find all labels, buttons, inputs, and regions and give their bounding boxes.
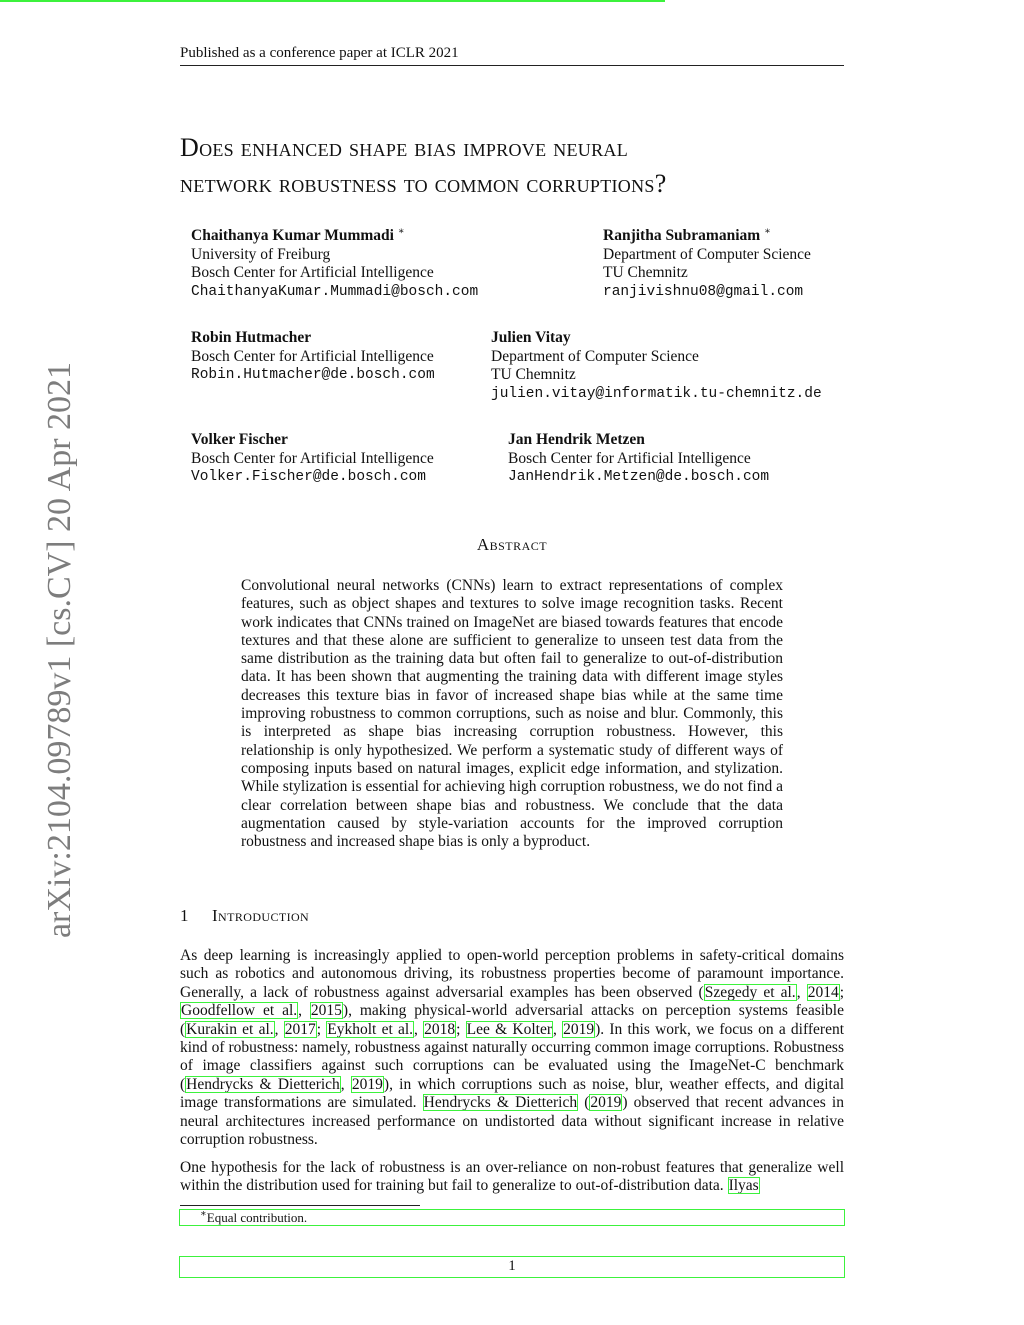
footnote[interactable] [179, 1209, 845, 1226]
paragraph-text: , [796, 983, 807, 1001]
citation-link[interactable]: Szegedy et al. [704, 983, 796, 1001]
citation-link[interactable]: 2014 [807, 983, 839, 1001]
citation-link[interactable]: Goodfellow et al. [181, 1002, 298, 1020]
author-name: Ranjitha Subramaniam [603, 227, 761, 244]
section-title: Introduction [212, 906, 310, 925]
author-email[interactable]: ChaithanyaKumar.Mummadi@bosch.com [191, 283, 479, 300]
equal-contribution-mark: ∗ [764, 225, 771, 237]
author-name: Volker Fischer [191, 431, 288, 448]
author-name: Chaithanya Kumar Mummadi [191, 227, 394, 244]
author-name: Jan Hendrik Metzen [508, 431, 645, 448]
footnote-text: Equal contribution. [206, 1210, 308, 1225]
paragraph-text: , [414, 1020, 424, 1038]
author-name: Julien Vitay [491, 329, 571, 346]
author-block-metzen [508, 431, 769, 487]
paragraph-text: , [553, 1020, 563, 1038]
paragraph-text: ; [839, 983, 844, 1001]
header-rule [180, 65, 844, 66]
paragraph-text: ). In this work, we focus on a different kind of robustness: namely, robustness against naturally occurring common image corruptions. Robustness of image classifiers against such corruptions can be evaluated using the ImageNet-C benchmark ( [180, 1020, 845, 1093]
citation-link[interactable]: 2017 [284, 1020, 316, 1038]
citation-link[interactable]: Hendrycks & Dietterich [186, 1075, 340, 1093]
author-affiliation: University of Freiburg [191, 245, 331, 263]
citation-link[interactable]: 2019 [563, 1020, 595, 1038]
paragraph-text: ; [456, 1020, 466, 1038]
paper-title [180, 130, 880, 202]
top-link-border [0, 0, 665, 2]
paragraph-text: ) observed that recent advances in neural architectures increased performance on undistorted data without significant increase in relative corruption robustness. [180, 1094, 844, 1149]
footnote-mark: ∗ [200, 1208, 207, 1220]
intro-paragraph-2 [180, 1159, 844, 1196]
author-affiliation: Bosch Center for Artificial Intelligence [191, 264, 434, 281]
author-block-subramaniam [603, 227, 811, 301]
author-affiliation: Bosch Center for Artificial Intelligence [191, 347, 434, 365]
citation-link[interactable]: 2019 [351, 1075, 383, 1093]
paragraph-text: One hypothesis for the lack of robustness is an over-reliance on non-robust features that generalize well within the distribution used for training but fail to generalize to out-of-distribution data. [180, 1159, 844, 1195]
author-affiliation: Bosch Center for Artificial Intelligence [191, 449, 434, 467]
citation-link[interactable]: Hendrycks & Dietterich [423, 1094, 578, 1112]
citation-link[interactable]: 2018 [424, 1020, 456, 1038]
page-number[interactable]: 1 [179, 1256, 845, 1278]
equal-contribution-mark: ∗ [397, 225, 405, 237]
author-affiliation: TU Chemnitz [491, 366, 576, 383]
author-affiliation: Department of Computer Science [491, 347, 699, 365]
paragraph-text: , [274, 1020, 284, 1038]
section-heading-introduction [180, 906, 309, 926]
paragraph-text: , [340, 1075, 351, 1093]
author-email[interactable]: Volker.Fischer@de.bosch.com [191, 469, 426, 485]
section-number: 1 [180, 906, 189, 925]
citation-link[interactable]: Kurakin et al. [186, 1020, 274, 1038]
author-email[interactable]: julien.vitay@informatik.tu-chemnitz.de [491, 385, 822, 402]
intro-paragraph-1 [180, 947, 844, 1149]
paragraph-text: , [298, 1002, 310, 1020]
citation-link[interactable]: 2015 [310, 1002, 342, 1020]
paragraph-text: ; [316, 1020, 327, 1038]
author-affiliation: Department of Computer Science [603, 245, 811, 263]
author-name: Robin Hutmacher [191, 329, 312, 346]
abstract-heading: Abstract [476, 535, 548, 554]
footnote-rule [180, 1205, 420, 1206]
paragraph-text: ( [578, 1094, 590, 1112]
running-header: Published as a conference paper at ICLR 2021 [180, 45, 459, 61]
author-block-vitay [491, 329, 822, 403]
title-line-1: Does enhanced shape bias improve neural [180, 133, 628, 162]
citation-link[interactable]: Ilyas [728, 1177, 759, 1195]
paragraph-text: ), making physical-world adversarial attacks on perception systems feasible ( [180, 1002, 844, 1038]
author-email[interactable]: Robin.Hutmacher@de.bosch.com [191, 367, 435, 383]
abstract-text: Convolutional neural networks (CNNs) learn to extract representations of complex features, such as object shapes and textures to solve image recognition tasks. Recent work indicates that CNNs trained on ImageNet are biased towards features that encode textures and that these alone are sufficient to generalize to unseen test data from the same distribution as the training data but often fail to generalize to out-of-distribution data. It has been shown that augmenting the training data with different image styles decreases this texture bias in favor of increased shape bias while at the same time improving robustness to common corruptions, such as noise and blur. Commonly, this is interpreted as shape bias increasing corruption robustness. However, this relationship is only hypothesized. We perform a systematic study of different ways of composing inputs based on natural images, explicit edge information, and stylization. While stylization is essential for achieving high corruption robustness, we do not find a clear correlation between shape bias and robustness. We conclude that the data augmentation caused by style-variation accounts for the improved corruption robustness and increased shape bias is only a byproduct. [241, 577, 783, 851]
paragraph-text: ), in which corruptions such as noise, blur, weather effects, and digital image transformations are simulated. [180, 1075, 845, 1112]
citation-link[interactable]: 2019 [590, 1094, 622, 1112]
citation-link[interactable]: Eykholt et al. [327, 1020, 414, 1038]
author-affiliation: TU Chemnitz [603, 264, 688, 281]
citation-link[interactable]: Lee & Kolter [466, 1020, 552, 1038]
arxiv-stamp: arXiv:2104.09789v1 [cs.CV] 20 Apr 2021 [41, 361, 78, 939]
author-affiliation: Bosch Center for Artificial Intelligence [508, 449, 751, 467]
author-email[interactable]: ranjivishnu08@gmail.com [603, 283, 804, 300]
author-block-mummadi [191, 227, 478, 301]
paragraph-text: As deep learning is increasingly applied to open-world perception problems in safety-critical domains such as robotics and autonomous driving, its robustness properties become of paramount importance. Generally, a lack of robustness against adversarial examples has been observed ( [180, 947, 844, 1001]
author-email[interactable]: JanHendrik.Metzen@de.bosch.com [508, 469, 770, 485]
author-block-fischer [191, 431, 434, 487]
author-block-hutmacher [191, 329, 435, 385]
title-line-2: network robustness to common corruptions? [180, 169, 667, 198]
